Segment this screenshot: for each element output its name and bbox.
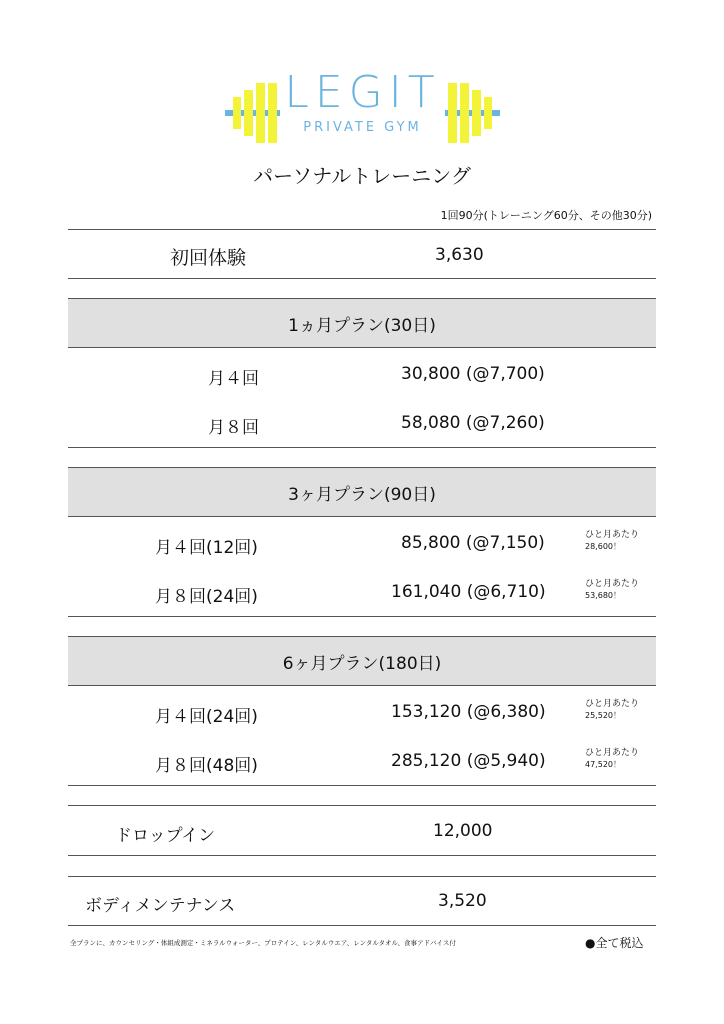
- trial-label: 初回体験: [170, 247, 247, 269]
- logo: [225, 67, 500, 152]
- note-label: ひと月あたり: [585, 530, 640, 540]
- plan-3-row-2-label: 月８回(24回): [155, 587, 258, 607]
- plan-3-row-2-note: [585, 579, 639, 601]
- plan-6-row-1-label: 月４回(24回): [155, 707, 258, 727]
- plan-1-row-1-label: 月４回: [208, 369, 259, 389]
- note-label: ひと月あたり: [585, 748, 640, 758]
- dropin-price: 12,000: [433, 821, 493, 841]
- plan-1-row-2-label: 月８回: [208, 418, 259, 438]
- plan-3-header: 3ヶ月プラン(90日): [68, 467, 656, 517]
- session-note: 1回90分(トレーニング60分、その他30分): [440, 209, 652, 222]
- page-title: パーソナルトレーニング: [253, 164, 471, 188]
- body-maintenance-price: 3,520: [438, 891, 487, 911]
- plan-6-row-2-note: [585, 748, 639, 770]
- logo-brand: LEGIT: [280, 70, 445, 116]
- plan-1-row-1-price: 30,800 (@7,700): [401, 364, 545, 384]
- note-label: ひと月あたり: [585, 579, 640, 589]
- plan-3-row-1-price: 85,800 (@7,150): [401, 533, 545, 553]
- note-value: 28,600！: [585, 542, 621, 551]
- note-value: 47,520！: [585, 760, 621, 769]
- dropin-label: ドロップイン: [115, 826, 216, 846]
- included-services-note: 全プランに、カウンセリング・体組成測定・ミネラルウォーター、プロテイン、レンタルウエア、レンタルタオル、食事アドバイス付: [70, 939, 456, 947]
- plan-6-row-1-note: [585, 699, 639, 721]
- logo-sub: PRIVATE GYM: [280, 120, 445, 135]
- plan-3-row-1-label: 月４回(12回): [155, 538, 258, 558]
- note-label: ひと月あたり: [585, 699, 640, 709]
- body-maintenance-label: ボディメンテナンス: [85, 896, 236, 916]
- tax-note: ●全て税込: [585, 936, 644, 950]
- plan-1-row-2-price: 58,080 (@7,260): [401, 413, 545, 433]
- note-value: 53,680！: [585, 591, 621, 600]
- plan-6-row-2-price: 285,120 (@5,940): [391, 751, 546, 771]
- plan-3-row-1-note: [585, 530, 639, 552]
- plan-6-row-2-label: 月８回(48回): [155, 756, 258, 776]
- plan-1-header: 1ヵ月プラン(30日): [68, 298, 656, 348]
- plan-6-row-1-price: 153,120 (@6,380): [391, 702, 546, 722]
- plan-3-row-2-price: 161,040 (@6,710): [391, 582, 546, 602]
- trial-price: 3,630: [435, 245, 484, 265]
- plan-6-header: 6ヶ月プラン(180日): [68, 636, 656, 686]
- note-value: 25,520！: [585, 711, 621, 720]
